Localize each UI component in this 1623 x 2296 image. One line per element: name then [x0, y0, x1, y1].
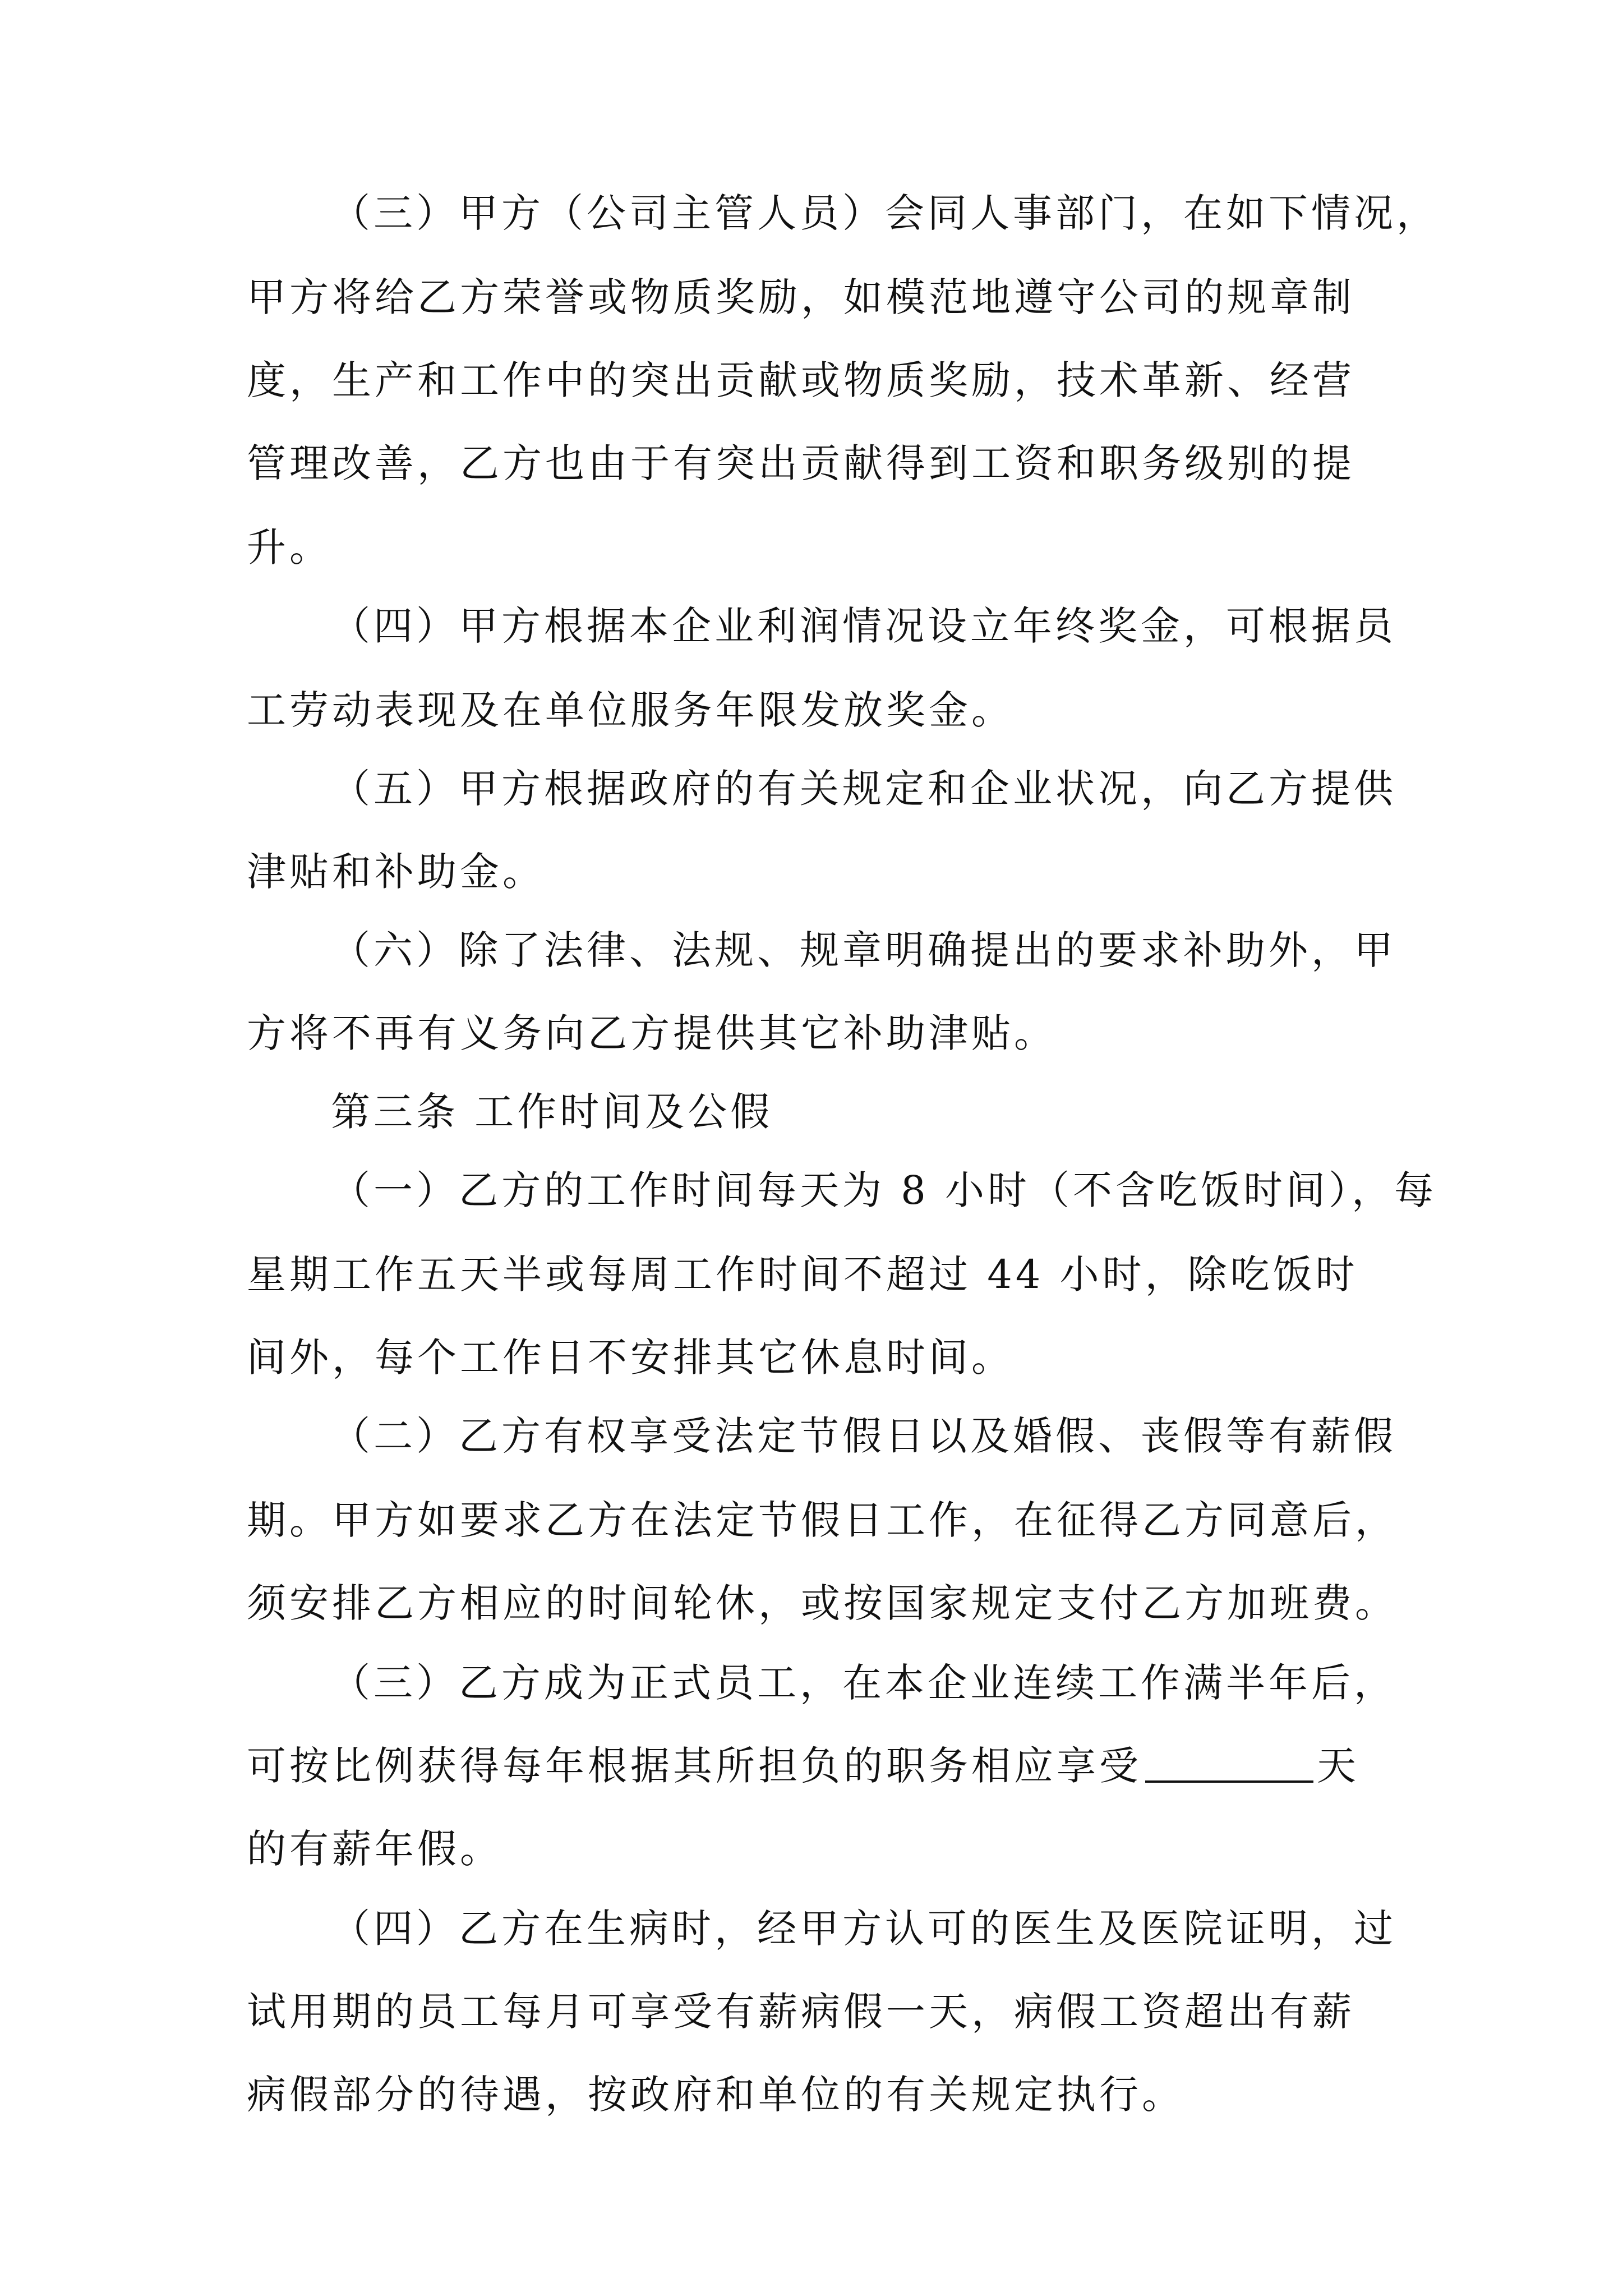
paragraph-6-line-1: （六）除了法律、法规、规章明确提出的要求补助外，甲 [331, 927, 1396, 973]
art3-paragraph-4-line-2: 试用期的员工每月可享受有薪病假一天，病假工资超出有薪 [247, 1989, 1355, 2035]
leave-days-blank [1145, 1780, 1313, 1783]
paragraph-4-line-2: 工劳动表现及在单位服务年限发放奖金。 [247, 687, 1014, 733]
art3-paragraph-3-line-2 [247, 1738, 1359, 1794]
paragraph-5-line-1: （五）甲方根据政府的有关规定和企业状况，向乙方提供 [331, 766, 1396, 812]
paragraph-3-line-5: 升。 [247, 524, 332, 570]
paragraph-3-line-2: 甲方将给乙方荣誉或物质奖励，如模范地遵守公司的规章制 [247, 274, 1355, 320]
leave-days-unit: 天 [1317, 1743, 1359, 1789]
art3-paragraph-1-line-1: （一）乙方的工作时间每天为 8 小时（不含吃饭时间），每 [331, 1167, 1437, 1213]
art3-paragraph-4-line-1: （四）乙方在生病时，经甲方认可的医生及医院证明，过 [331, 1906, 1396, 1952]
art3-paragraph-4-line-3: 病假部分的待遇，按政府和单位的有关规定执行。 [247, 2072, 1184, 2118]
art3-paragraph-2-line-1: （二）乙方有权享受法定节假日以及婚假、丧假等有薪假 [331, 1413, 1396, 1459]
art3-paragraph-2-line-3: 须安排乙方相应的时间轮休，或按国家规定支付乙方加班费。 [247, 1580, 1398, 1626]
art3-paragraph-2-line-2: 期。甲方如要求乙方在法定节假日工作，在征得乙方同意后， [247, 1497, 1398, 1543]
paragraph-3-line-4: 管理改善，乙方也由于有突出贡献得到工资和职务级别的提 [247, 440, 1355, 486]
art3-paragraph-3-line-3: 的有薪年假。 [247, 1826, 502, 1872]
paragraph-4-line-1: （四）甲方根据本企业利润情况设立年终奖金，可根据员 [331, 603, 1396, 649]
paragraph-3-line-1: （三）甲方（公司主管人员）会同人事部门，在如下情况， [331, 190, 1439, 236]
leave-days-text: 可按比例获得每年根据其所担负的职务相应享受 [247, 1743, 1142, 1789]
art3-paragraph-3-line-1: （三）乙方成为正式员工，在本企业连续工作满半年后， [331, 1660, 1396, 1706]
art3-paragraph-1-line-2: 星期工作五天半或每周工作时间不超过 44 小时，除吃饭时 [247, 1251, 1358, 1297]
paragraph-6-line-2: 方将不再有义务向乙方提供其它补助津贴。 [247, 1010, 1057, 1056]
paragraph-3-line-3: 度，生产和工作中的突出贡献或物质奖励，技术革新、经营 [247, 357, 1355, 403]
art3-paragraph-1-line-3: 间外，每个工作日不安排其它休息时间。 [247, 1335, 1014, 1381]
paragraph-5-line-2: 津贴和补助金。 [247, 849, 545, 895]
article-3-heading: 第三条 工作时间及公假 [331, 1089, 773, 1135]
